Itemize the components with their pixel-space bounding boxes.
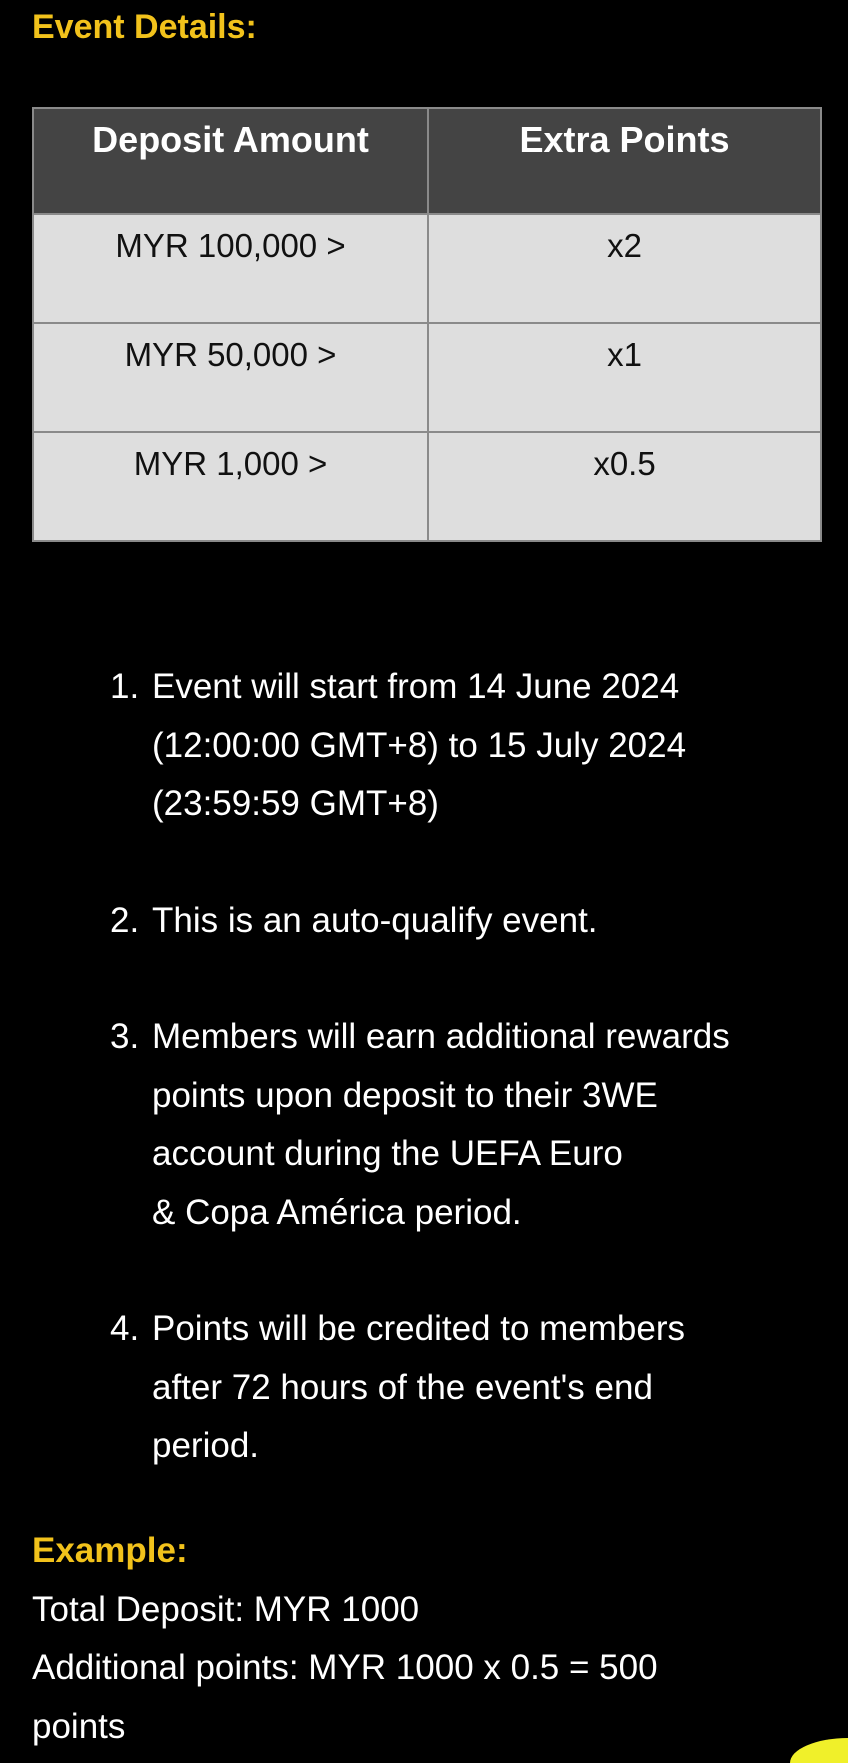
item-text: (23:59:59 GMT+8) [152, 784, 439, 823]
item-text: Points will be credited to members [152, 1309, 685, 1348]
item-text: & Copa América period. [152, 1192, 522, 1232]
item-text: (12:00:00 GMT+8) to 15 July 2024 [152, 725, 687, 765]
item-text: after 72 hours of the event's end [152, 1367, 653, 1407]
item-text: account during the UEFA Euro [152, 1134, 623, 1173]
list-item [110, 1300, 830, 1476]
list-item [110, 658, 830, 834]
table-row [33, 323, 821, 432]
item-number: 4. [110, 1309, 140, 1348]
column-header: Extra Points [428, 108, 821, 214]
item-number: 3. [110, 1017, 140, 1056]
points-cell: x0.5 [428, 432, 821, 541]
list-item [110, 1008, 830, 1242]
item-text: Event will start from 14 June 2024 [152, 667, 680, 706]
deposit-cell: MYR 100,000 > [33, 214, 428, 323]
item-text: points upon deposit to their 3WE [152, 1075, 658, 1115]
rewards-table [32, 107, 822, 542]
example-line: points [32, 1706, 126, 1746]
deposit-cell: MYR 50,000 > [33, 323, 428, 432]
table-row [33, 214, 821, 323]
item-number: 1. [110, 667, 140, 706]
deposit-cell: MYR 1,000 > [33, 432, 428, 541]
item-text: period. [152, 1426, 260, 1465]
example-section [32, 1522, 658, 1756]
column-header: Deposit Amount [33, 108, 428, 214]
table-row [33, 432, 821, 541]
example-heading: Example: [32, 1531, 188, 1570]
example-line: Additional points: MYR 1000 x 0.5 = 500 [32, 1648, 658, 1687]
floating-action-button[interactable] [790, 1738, 848, 1763]
points-cell: x1 [428, 323, 821, 432]
item-text: This is an auto-qualify event. [152, 900, 598, 940]
item-number: 2. [110, 900, 140, 940]
item-text: Members will earn additional rewards [152, 1017, 730, 1056]
terms-list [110, 658, 830, 1534]
table-header-row [33, 108, 821, 214]
section-title: Event Details: [32, 8, 257, 46]
points-cell: x2 [428, 214, 821, 323]
example-line: Total Deposit: MYR 1000 [32, 1589, 420, 1629]
list-item [110, 892, 830, 951]
